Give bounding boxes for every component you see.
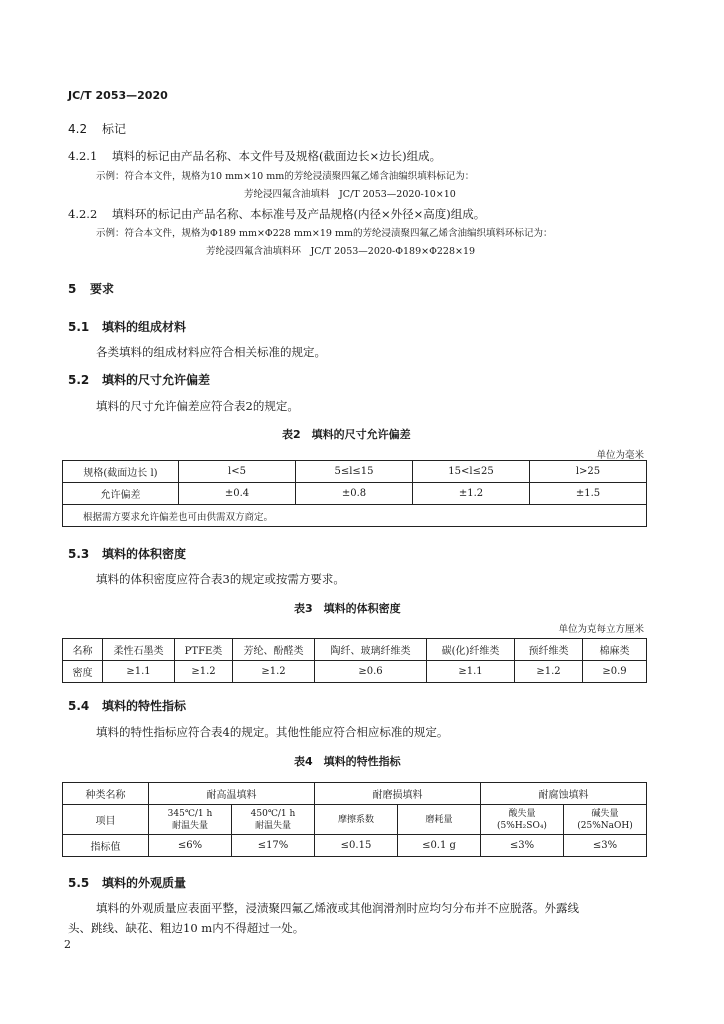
table2-cell: ±0.8 [296,483,413,505]
table3-header-cell: 芳纶、酚醛类 [233,639,315,661]
table4-item-cell: 450℃/1 h 耐温失量 [232,805,315,835]
section-4-2-2: 4.2.2 填料环的标记由产品名称、本标准号及产品规格(内径×外径×高度)组成。 [68,207,486,221]
table2 [62,460,647,527]
table4-group-cell: 耐高温填料 [149,783,315,805]
table2-cell: ±0.4 [179,483,296,505]
table3-cell: ≥1.2 [175,661,233,683]
page-number: 2 [64,938,71,951]
table2-caption: 表2 填料的尺寸允许偏差 [282,428,411,441]
section-5-5-text-line1: 填料的外观质量应表面平整，浸渍聚四氟乙烯液或其他润滑剂时应均匀分布并不应脱落。外露线 [96,901,579,915]
table2-header-cell: l>25 [530,461,647,483]
table3 [62,638,647,683]
table4-item-cell: 摩擦系数 [315,805,398,835]
table4-group-label: 种类名称 [63,783,149,805]
section-5-1-heading: 5.1 填料的组成材料 [68,320,187,334]
table2-header-cell: 5≤l≤15 [296,461,413,483]
table2-header-cell: 规格(截面边长 l) [63,461,179,483]
section-5-4-heading: 5.4 填料的特性指标 [68,699,187,713]
table2-note: 根据需方要求允许偏差也可由供需双方商定。 [63,505,647,527]
table3-header-cell: 名称 [63,639,103,661]
table3-cell: ≥1.2 [515,661,583,683]
section-4-2-1: 4.2.1 填料的标记由产品名称、本文件号及规格(截面边长×边长)组成。 [68,149,442,163]
table2-cell: ±1.5 [530,483,647,505]
table4-group-cell: 耐磨损填料 [315,783,481,805]
table-row [63,461,647,483]
table2-unit: 单位为毫米 [596,450,644,461]
section-4-2-heading: 4.2 标记 [68,122,127,136]
table4-value-label: 指标值 [63,835,149,857]
table4-value-cell: ≤3% [481,835,564,857]
section-5-heading: 5 要求 [68,282,115,296]
table3-caption: 表3 填料的体积密度 [294,602,401,615]
document-code: JC/T 2053—2020 [68,89,168,102]
table2-header-cell: l<5 [179,461,296,483]
table-row [63,783,647,805]
table3-cell: ≥1.2 [233,661,315,683]
section-5-3-text: 填料的体积密度应符合表3的规定或按需方要求。 [96,572,345,586]
table2-cell: ±1.2 [413,483,530,505]
table4-item-cell: 磨耗量 [398,805,481,835]
table4-item-cell: 酸失量 (5%H₂SO₄) [481,805,564,835]
table4-item-label: 项目 [63,805,149,835]
table-row [63,483,647,505]
table3-cell: ≥0.6 [315,661,427,683]
table4-caption: 表4 填料的特性指标 [294,755,401,768]
section-5-5-text-line2: 头、跳线、缺花、粗边10 m内不得超过一处。 [68,921,305,935]
table4-value-cell: ≤0.1 g [398,835,481,857]
table4 [62,782,647,857]
section-5-5-heading: 5.5 填料的外观质量 [68,876,187,890]
table3-header-cell: 柔性石墨类 [103,639,175,661]
table2-cell: 允许偏差 [63,483,179,505]
table4-value-cell: ≤17% [232,835,315,857]
table3-cell: ≥0.9 [583,661,647,683]
table-row [63,835,647,857]
section-5-1-text: 各类填料的组成材料应符合相关标准的规定。 [96,345,326,359]
table3-cell: ≥1.1 [103,661,175,683]
section-5-2-heading: 5.2 填料的尺寸允许偏差 [68,373,211,387]
table3-unit: 单位为克每立方厘米 [558,624,644,635]
table4-group-cell: 耐腐蚀填料 [481,783,647,805]
table3-cell: 密度 [63,661,103,683]
table-row [63,505,647,527]
table3-header-cell: 棉麻类 [583,639,647,661]
section-5-4-text: 填料的特性指标应符合表4的规定。其他性能应符合相应标准的规定。 [96,725,449,739]
table3-header-cell: 碳(化)纤维类 [427,639,515,661]
table4-value-cell: ≤0.15 [315,835,398,857]
table3-header-cell: PTFE类 [175,639,233,661]
table4-item-cell: 碱失量 (25%NaOH) [564,805,647,835]
table4-value-cell: ≤3% [564,835,647,857]
marking-4-2-2: 芳纶浸四氟含油填料环 JC/T 2053—2020-Φ189×Φ228×19 [206,246,476,257]
table3-header-cell: 预纤维类 [515,639,583,661]
table4-item-cell: 345℃/1 h 耐温失量 [149,805,232,835]
table-row [63,639,647,661]
table3-header-cell: 陶纤、玻璃纤维类 [315,639,427,661]
marking-4-2-1: 芳纶浸四氟含油填料 JC/T 2053—2020-10×10 [244,189,456,200]
table2-header-cell: 15<l≤25 [413,461,530,483]
section-5-2-text: 填料的尺寸允许偏差应符合表2的规定。 [96,399,299,413]
table-row [63,661,647,683]
example-4-2-1: 示例：符合本文件，规格为10 mm×10 mm的芳纶浸渍聚四氟乙烯含油编织填料标记为： [96,171,475,182]
section-5-3-heading: 5.3 填料的体积密度 [68,547,187,561]
table3-cell: ≥1.1 [427,661,515,683]
table-row [63,805,647,835]
table4-value-cell: ≤6% [149,835,232,857]
example-4-2-2: 示例：符合本文件，规格为Φ189 mm×Φ228 mm×19 mm的芳纶浸渍聚四氟乙烯含油编织填料环标记为： [96,228,553,239]
